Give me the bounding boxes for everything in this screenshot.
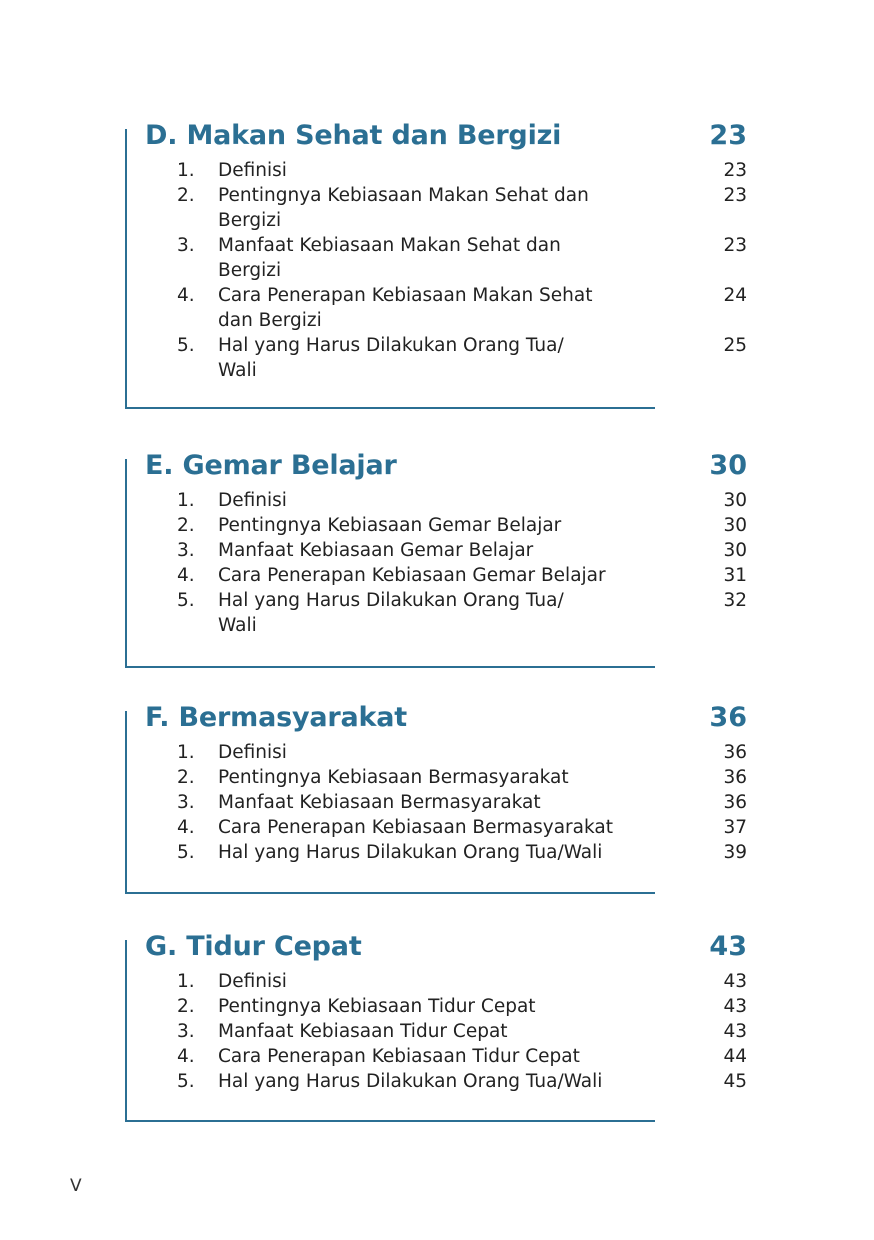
- entry-number: 4.: [177, 565, 195, 586]
- toc-entry: [125, 840, 747, 865]
- entry-number: 1.: [177, 490, 195, 511]
- entry-page-number: 24: [723, 285, 747, 306]
- entry-title: [218, 969, 618, 994]
- toc-entry: [125, 1069, 747, 1094]
- entry-page-number: 30: [723, 540, 747, 561]
- entry-title-line: Cara Penerapan Kebiasaan Tidur Cepat: [218, 1046, 580, 1067]
- entry-number: 5.: [177, 335, 195, 356]
- entry-title-line: Manfaat Kebiasaan Makan Sehat dan: [218, 235, 561, 256]
- section-title: D. Makan Sehat dan Bergizi: [145, 120, 562, 151]
- toc-entry: [125, 158, 747, 183]
- toc-entry: [125, 790, 747, 815]
- toc-entry: [125, 538, 747, 563]
- entry-title-line: Hal yang Harus Dilakukan Orang Tua/: [218, 335, 564, 356]
- entry-title-line: Definisi: [218, 742, 287, 763]
- toc-entry: [125, 588, 747, 638]
- toc-entry: [125, 233, 747, 283]
- entry-number: 3.: [177, 540, 195, 561]
- toc-entry: [125, 183, 747, 233]
- entry-number: 4.: [177, 817, 195, 838]
- entry-title: [218, 815, 618, 840]
- entry-number: 5.: [177, 1071, 195, 1092]
- entry-title: [218, 994, 618, 1019]
- section-page-number: 23: [709, 120, 747, 151]
- entry-title-line: Cara Penerapan Kebiasaan Bermasyarakat: [218, 817, 613, 838]
- entry-title: [218, 158, 618, 183]
- entry-page-number: 45: [723, 1071, 747, 1092]
- entry-number: 1.: [177, 971, 195, 992]
- entry-number: 3.: [177, 235, 195, 256]
- toc-entry: [125, 333, 747, 383]
- entry-title: [218, 488, 618, 513]
- section-page-number: 30: [709, 450, 747, 481]
- entry-page-number: 31: [723, 565, 747, 586]
- entry-page-number: 43: [723, 996, 747, 1017]
- entry-page-number: 30: [723, 490, 747, 511]
- toc-entry: [125, 969, 747, 994]
- entry-page-number: 39: [723, 842, 747, 863]
- entry-title: [218, 840, 618, 865]
- entry-title: [218, 183, 618, 233]
- entry-number: 4.: [177, 1046, 195, 1067]
- entry-page-number: 23: [723, 185, 747, 206]
- entry-title-line: Hal yang Harus Dilakukan Orang Tua/Wali: [218, 1071, 603, 1092]
- entry-title: [218, 233, 618, 283]
- entry-title-line: Bergizi: [218, 260, 282, 281]
- entry-title-line: Definisi: [218, 971, 287, 992]
- toc-entry: [125, 1044, 747, 1069]
- entry-title: [218, 1019, 618, 1044]
- entry-title-line: Hal yang Harus Dilakukan Orang Tua/Wali: [218, 842, 603, 863]
- section-title: F. Bermasyarakat: [145, 702, 408, 733]
- toc-entry: [125, 563, 747, 588]
- toc-entry: [125, 815, 747, 840]
- entry-page-number: 37: [723, 817, 747, 838]
- entry-page-number: 30: [723, 515, 747, 536]
- entry-number: 4.: [177, 285, 195, 306]
- section-title: E. Gemar Belajar: [145, 450, 397, 481]
- entry-title: [218, 588, 618, 638]
- toc-entry: [125, 994, 747, 1019]
- entry-page-number: 43: [723, 971, 747, 992]
- entry-page-number: 25: [723, 335, 747, 356]
- entry-number: 3.: [177, 792, 195, 813]
- entry-number: 1.: [177, 742, 195, 763]
- entry-title: [218, 513, 618, 538]
- entry-title-line: Wali: [218, 360, 257, 381]
- entry-title: [218, 1069, 618, 1094]
- entry-number: 2.: [177, 996, 195, 1017]
- entry-title-line: Manfaat Kebiasaan Bermasyarakat: [218, 792, 541, 813]
- entry-number: 3.: [177, 1021, 195, 1042]
- entry-title: [218, 333, 618, 383]
- entry-page-number: 36: [723, 792, 747, 813]
- section-page-number: 36: [709, 702, 747, 733]
- entry-title-line: Manfaat Kebiasaan Gemar Belajar: [218, 540, 534, 561]
- entry-page-number: 32: [723, 590, 747, 611]
- entry-title-line: Cara Penerapan Kebiasaan Makan Sehat: [218, 285, 593, 306]
- toc-entry: [125, 488, 747, 513]
- toc-entry: [125, 513, 747, 538]
- entry-number: 5.: [177, 590, 195, 611]
- section-page-number: 43: [709, 931, 747, 962]
- entry-page-number: 36: [723, 742, 747, 763]
- entry-title: [218, 765, 618, 790]
- entry-number: 2.: [177, 515, 195, 536]
- entry-number: 2.: [177, 767, 195, 788]
- entry-title: [218, 740, 618, 765]
- entry-page-number: 36: [723, 767, 747, 788]
- entry-title: [218, 283, 618, 333]
- entry-title-line: Definisi: [218, 490, 287, 511]
- entry-title-line: Wali: [218, 615, 257, 636]
- entry-title-line: Manfaat Kebiasaan Tidur Cepat: [218, 1021, 508, 1042]
- entry-title: [218, 1044, 618, 1069]
- toc-entry: [125, 740, 747, 765]
- page-number: V: [70, 1176, 82, 1196]
- entry-title-line: Pentingnya Kebiasaan Makan Sehat dan: [218, 185, 589, 206]
- toc-entry: [125, 283, 747, 333]
- entry-page-number: 43: [723, 1021, 747, 1042]
- entry-page-number: 23: [723, 160, 747, 181]
- entry-number: 5.: [177, 842, 195, 863]
- entry-title: [218, 790, 618, 815]
- entry-title-line: Cara Penerapan Kebiasaan Gemar Belajar: [218, 565, 606, 586]
- entry-title: [218, 563, 618, 588]
- entry-page-number: 23: [723, 235, 747, 256]
- entry-page-number: 44: [723, 1046, 747, 1067]
- entry-title-line: Hal yang Harus Dilakukan Orang Tua/: [218, 590, 564, 611]
- entry-title: [218, 538, 618, 563]
- section-title: G. Tidur Cepat: [145, 931, 362, 962]
- entry-title-line: Pentingnya Kebiasaan Tidur Cepat: [218, 996, 536, 1017]
- entry-title-line: Pentingnya Kebiasaan Gemar Belajar: [218, 515, 562, 536]
- entry-title-line: Pentingnya Kebiasaan Bermasyarakat: [218, 767, 569, 788]
- entry-title-line: Definisi: [218, 160, 287, 181]
- toc-entry: [125, 1019, 747, 1044]
- entry-title-line: Bergizi: [218, 210, 282, 231]
- entry-number: 1.: [177, 160, 195, 181]
- entry-title-line: dan Bergizi: [218, 310, 322, 331]
- toc-entry: [125, 765, 747, 790]
- entry-number: 2.: [177, 185, 195, 206]
